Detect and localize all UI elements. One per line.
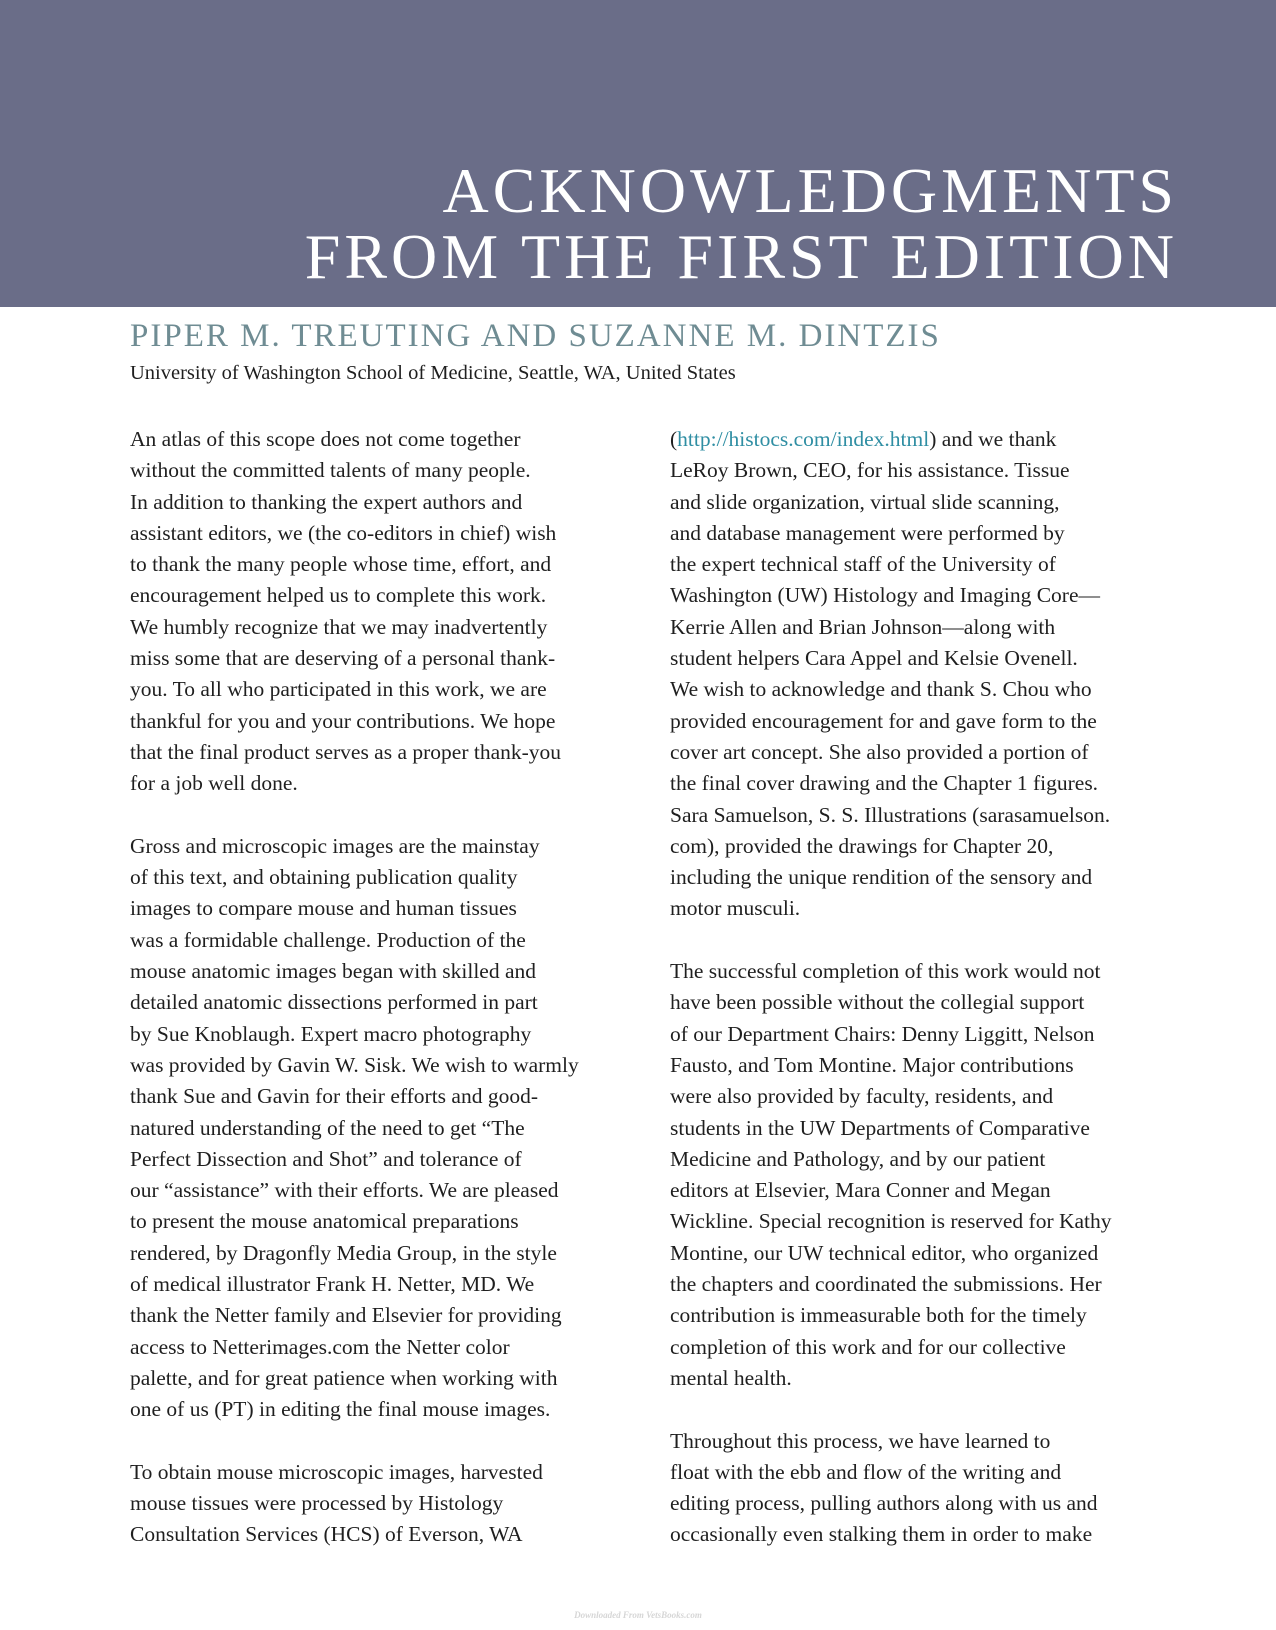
title-banner [0, 0, 1276, 307]
page-title [304, 155, 1178, 292]
author-names: PIPER M. TREUTING AND SUZANNE M. DINTZIS [130, 318, 941, 354]
page-title-line-1: ACKNOWLEDGMENTS [442, 155, 1178, 226]
paragraph [670, 424, 1185, 925]
page-title-line-2: FROM THE FIRST EDITION [304, 221, 1178, 292]
paragraph: An atlas of this scope does not come together without the committed talents of many people. In addition to thanking the expert authors and assistant editors, we (the co-editors in chief) wish to thank the many people whose time, effort, and encouragement helped us to complete this work. We humbly recognize that we may inadvertently miss some that are deserving of a personal thank- you. To all who participated in this work, we are thankful for you and your contributions. We hope that the final product serves as a proper thank-you for a job well done. [130, 427, 562, 796]
left-column [130, 424, 640, 1551]
paren-open: ( [670, 427, 678, 451]
paragraph: To obtain mouse microscopic images, harvested mouse tissues were processed by Histology Consultation Services (HCS) of Everson, WA [130, 1459, 543, 1547]
right-column [670, 424, 1185, 1551]
paragraph: Throughout this process, we have learned to float with the ebb and flow of the writing and editing process, pulling authors along with us and occasionally even stalking them in order to make [670, 1428, 1098, 1547]
paragraph: Gross and microscopic images are the mainstay of this text, and obtaining publication quality images to compare mouse and human tissues was a formidable challenge. Production of the mouse anatomic images began with skilled and detailed anatomic dissections performed in part by Sue Knoblaugh. Expert macro photography was provided by Gavin W. Sisk. We wish to warmly thank Sue and Gavin for their efforts and good- natured understanding of the need to get “The Perfect Dissection and Shot” and tolerance of our “assistance” with their efforts. We are pleased to present the mouse anatomical preparations rendered, by Dragonfly Media Group, in the style of medical illustrator Frank H. Netter, MD. We thank the Netter family and Elsevier for providing access to Netterimages.com the Netter color palette, and for great patience when working with one of us (PT) in editing the final mouse images. [130, 833, 579, 1422]
download-watermark: Downloaded From VetsBooks.com [574, 1610, 702, 1620]
histocs-link[interactable]: http://histocs.com/index.html [677, 427, 930, 451]
paragraph: The successful completion of this work would not have been possible without the collegial support of our Department Chairs: Denny Liggitt, Nelson Fausto, and Tom Montine. Major contributions were also provided by faculty, residents, and students in the UW Departments of Comparative Medicine and Pathology, and by our patient editors at Elsevier, Mara Conner and Megan Wickline. Special recognition is reserved for Kathy Montine, our UW technical editor, who organized the chapters and coordinated the submissions. Her contribution is immeasurable both for the timely completion of this work and for our collective mental health. [670, 959, 1112, 1390]
paragraph-text: ) and we thank LeRoy Brown, CEO, for his assistance. Tissue and slide organization, virtual slide scanning, and database management were performed by the expert technical staff of the University of Washington (UW) Histology and Imaging Core— Kerrie Allen and Brian Johnson—along with student helpers Cara Appel and Kelsie Ovenell. We wish to acknowledge and thank S. Chou who provided encouragement for and gave form to the cover art concept. She also provided a portion of the final cover drawing and the Chapter 1 figures. Sara Samuelson, S. S. Illustrations (sarasamuelson. com), provided the drawings for Chapter 20, including the unique rendition of the sensory and motor musculi. [670, 427, 1111, 921]
author-affiliation: University of Washington School of Medicine, Seattle, WA, United States [130, 362, 736, 384]
